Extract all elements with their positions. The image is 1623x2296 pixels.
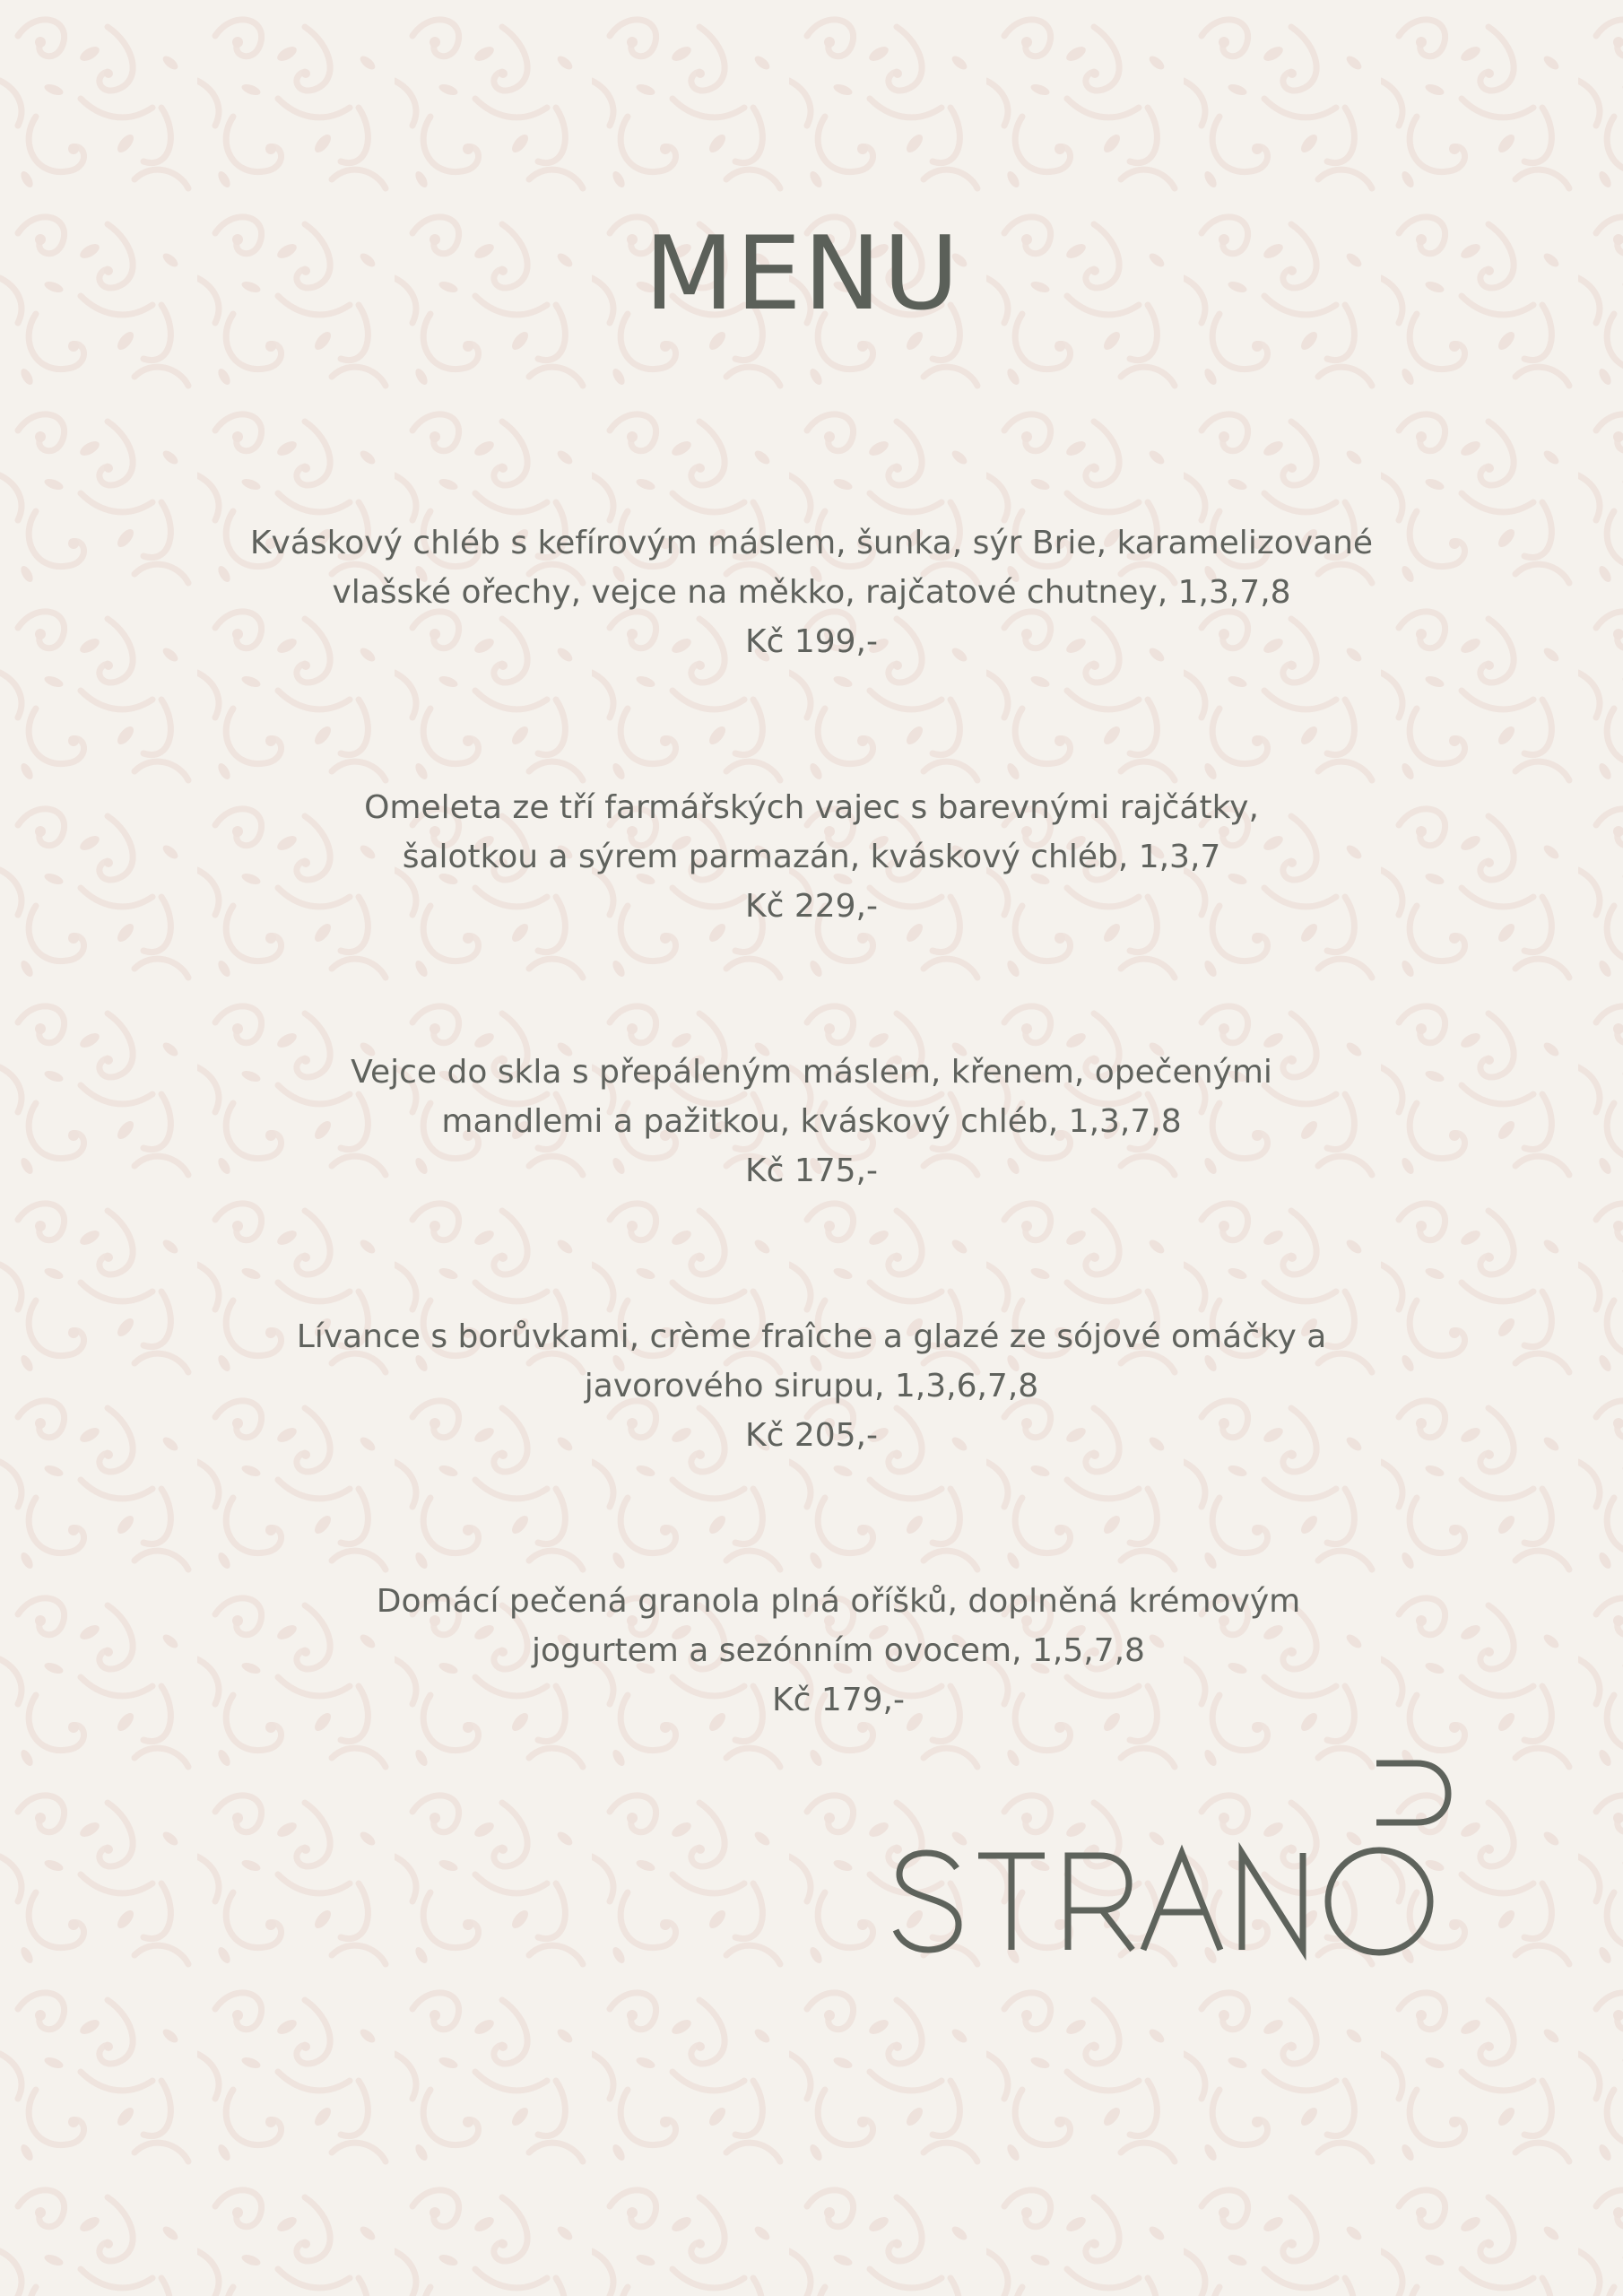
menu-item-price: Kč 199,- [745, 623, 878, 660]
menu-item-description-line: Lívance s borůvkami, crème fraîche a glazé ze sójové omáčky a [296, 1318, 1327, 1355]
menu-item-price: Kč 205,- [745, 1417, 878, 1454]
menu-item [0, 518, 1623, 783]
menu-item [0, 1312, 1623, 1577]
page-title: MENU [644, 214, 961, 334]
menu-item-description-line: Omeleta ze tří farmářských vajec s barevnými rajčátky, [364, 789, 1259, 826]
menu-item [0, 1048, 1623, 1312]
menu-item-description-line: Domácí pečená granola plná oříšků, doplněná krémovým [376, 1583, 1301, 1620]
menu-item-price: Kč 175,- [745, 1152, 878, 1189]
menu-item-price: Kč 229,- [745, 888, 878, 925]
strano-logo [892, 1760, 1502, 1984]
menu-item-description-line: Kváskový chléb s kefírovým máslem, šunka, sýr Brie, karamelizované [249, 525, 1374, 561]
menu-items-list [0, 518, 1623, 1841]
menu-item-description-line: jogurtem a sezónním ovocem, 1,5,7,8 [532, 1632, 1145, 1669]
menu-item-description-line: mandlemi a pažitkou, kváskový chléb, 1,3,7,8 [441, 1103, 1182, 1140]
menu-item-description-line: vlašské ořechy, vejce na měkko, rajčatové chutney, 1,3,7,8 [332, 574, 1291, 611]
menu-item-description-line: šalotkou a sýrem parmazán, kváskový chléb, 1,3,7 [402, 839, 1221, 875]
menu-item-description-line: Vejce do skla s přepáleným máslem, křenem, opečenými [351, 1054, 1272, 1091]
menu-item-price: Kč 179,- [772, 1682, 905, 1718]
menu-item [0, 783, 1623, 1048]
menu-item-description-line: javorového sirupu, 1,3,6,7,8 [584, 1368, 1039, 1405]
